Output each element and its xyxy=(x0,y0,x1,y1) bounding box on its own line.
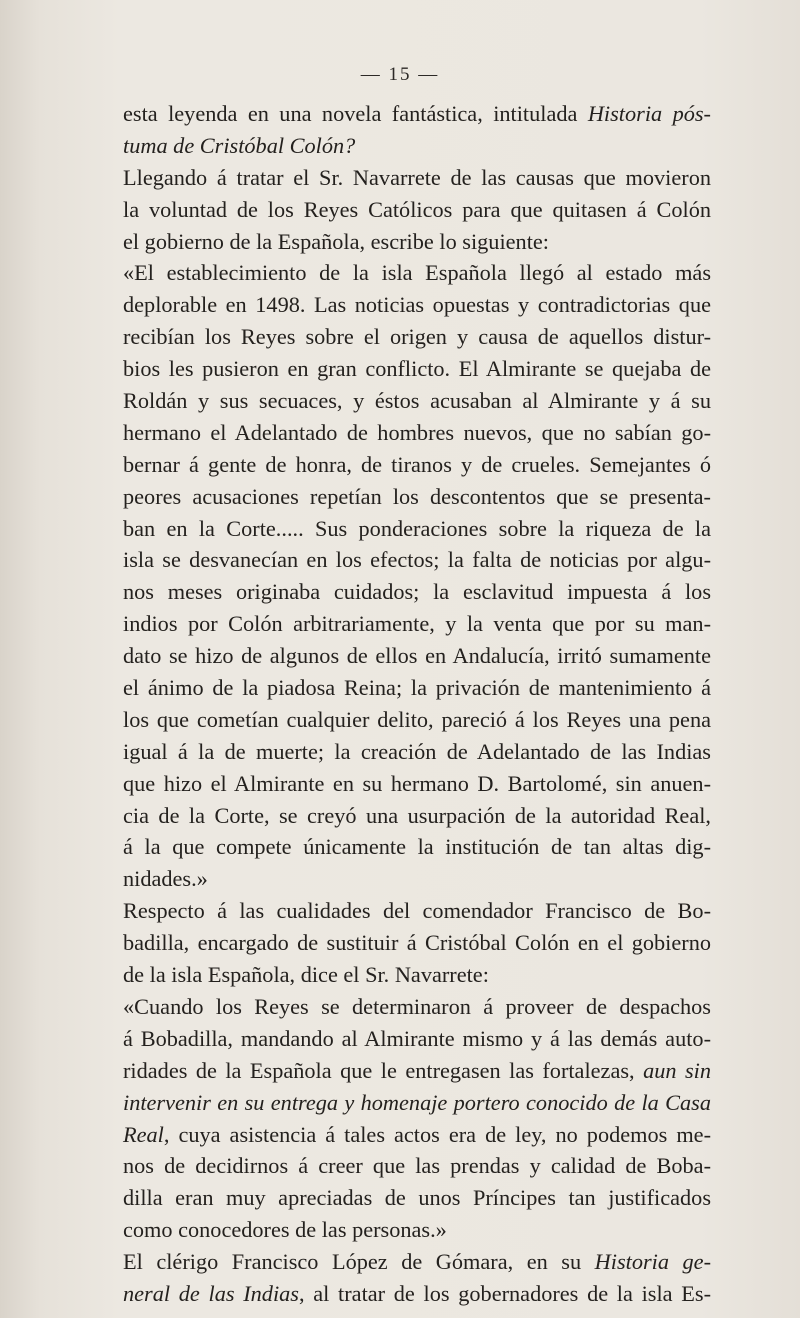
text-line xyxy=(123,481,711,513)
text-segment: ridades de la Española que le entregasen las fortalezas, xyxy=(123,1057,644,1083)
text-segment: á Bobadilla, mandando al Almirante mismo y á las demás auto- xyxy=(123,1025,711,1051)
italic-text: aun sin xyxy=(643,1057,711,1083)
text-segment: peores acusaciones repetían los descontentos que se presenta- xyxy=(123,483,711,509)
text-segment: Roldán y sus secuaces, y éstos acusaban al Almirante y á su xyxy=(123,388,711,414)
text-line xyxy=(123,162,711,194)
text-line xyxy=(123,672,711,704)
text-line xyxy=(123,1214,711,1246)
text-line xyxy=(123,130,711,162)
text-segment: el gobierno de la Española, escribe lo siguiente: xyxy=(123,228,549,254)
page-number: — 15 — xyxy=(360,64,440,85)
body-text xyxy=(123,98,711,1310)
text-segment: «El establecimiento de la isla Española llegó al estado más xyxy=(123,260,711,286)
text-segment: indios por Colón arbitrariamente, y la venta que por su man- xyxy=(123,611,711,637)
text-segment: de la isla Española, dice el Sr. Navarrete: xyxy=(123,962,489,988)
text-segment: nidades.» xyxy=(123,866,208,892)
text-segment: que hizo el Almirante en su hermano D. Bartolomé, sin anuen- xyxy=(123,770,711,796)
text-line xyxy=(123,1246,711,1278)
italic-text: Historia ge- xyxy=(594,1249,711,1275)
text-line xyxy=(123,608,711,640)
text-line xyxy=(123,927,711,959)
text-line xyxy=(123,417,711,449)
text-line xyxy=(123,226,711,258)
text-segment: dilla eran muy apreciadas de unos Príncipes tan justificados xyxy=(123,1185,711,1211)
text-segment: como conocedores de las personas.» xyxy=(123,1217,447,1243)
text-line xyxy=(123,1055,711,1087)
text-segment: deplorable en 1498. Las noticias opuestas y contradictorias que xyxy=(123,292,711,318)
text-segment: , cuya asistencia á tales actos era de ley, no podemos me- xyxy=(163,1121,711,1147)
text-line xyxy=(123,704,711,736)
text-line xyxy=(123,1087,711,1119)
text-segment: esta leyenda en una novela fantástica, intitulada xyxy=(123,101,588,126)
text-line xyxy=(123,257,711,289)
text-line xyxy=(123,800,711,832)
text-line xyxy=(123,513,711,545)
text-line xyxy=(123,289,711,321)
text-segment: El clérigo Francisco López de Gómara, en su xyxy=(123,1249,595,1275)
text-line xyxy=(123,895,711,927)
italic-text: intervenir en su entrega y homenaje portero conocido de la Casa xyxy=(123,1089,711,1115)
italic-text: Historia pós- xyxy=(587,101,711,126)
text-line xyxy=(123,353,711,385)
text-segment: «Cuando los Reyes se determinaron á proveer de despachos xyxy=(123,993,711,1019)
text-segment: dato se hizo de algunos de ellos en Andalucía, irritó sumamente xyxy=(123,643,711,669)
text-line xyxy=(123,640,711,672)
text-line xyxy=(123,385,711,417)
text-segment: ban en la Corte..... Sus ponderaciones sobre la riqueza de la xyxy=(123,515,711,541)
text-line xyxy=(123,321,711,353)
text-segment: bernar á gente de honra, de tiranos y de crueles. Semejantes ó xyxy=(123,451,711,477)
text-line xyxy=(123,544,711,576)
text-segment: recibían los Reyes sobre el origen y causa de aquellos distur- xyxy=(123,324,711,350)
italic-text: tuma de Cristóbal Colón? xyxy=(123,132,356,158)
text-line xyxy=(123,449,711,481)
text-segment: el ánimo de la piadosa Reina; la privación de mantenimiento á xyxy=(123,675,711,701)
text-line xyxy=(123,98,711,130)
text-line xyxy=(123,863,711,895)
text-segment: Llegando á tratar el Sr. Navarrete de las causas que movieron xyxy=(123,164,711,190)
text-segment: cia de la Corte, se creyó una usurpación de la autoridad Real, xyxy=(123,802,711,828)
text-segment: nos meses originaba cuidados; la esclavitud impuesta á los xyxy=(123,579,711,605)
text-line xyxy=(123,1023,711,1055)
text-line xyxy=(123,1278,711,1310)
text-segment: la voluntad de los Reyes Católicos para que quitasen á Colón xyxy=(123,196,711,222)
text-segment: á la que compete únicamente la institución de tan altas dig- xyxy=(123,834,711,860)
text-line xyxy=(123,576,711,608)
text-segment: badilla, encargado de sustituir á Cristóbal Colón en el gobierno xyxy=(123,930,711,956)
text-segment: Respecto á las cualidades del comendador Francisco de Bo- xyxy=(123,898,711,924)
text-line xyxy=(123,991,711,1023)
text-line xyxy=(123,1119,711,1151)
text-line xyxy=(123,1182,711,1214)
text-segment: igual á la de muerte; la creación de Adelantado de las Indias xyxy=(123,738,711,764)
text-segment: nos de decidirnos á creer que las prendas y calidad de Boba- xyxy=(123,1153,711,1179)
text-line xyxy=(123,1150,711,1182)
text-segment: los que cometían cualquier delito, pareció á los Reyes una pena xyxy=(123,706,711,732)
text-line xyxy=(123,736,711,768)
text-segment: bios les pusieron en gran conflicto. El Almirante se quejaba de xyxy=(123,356,711,382)
text-segment: isla se desvanecían en los efectos; la falta de noticias por algu- xyxy=(123,547,711,573)
italic-text: neral de las Indias xyxy=(123,1280,299,1306)
italic-text: Real xyxy=(123,1121,164,1147)
text-segment: hermano el Adelantado de hombres nuevos, que no sabían go- xyxy=(123,419,711,445)
text-line xyxy=(123,831,711,863)
text-line xyxy=(123,959,711,991)
text-segment: , al tratar de los gobernadores de la isla Es- xyxy=(298,1280,711,1306)
text-line xyxy=(123,194,711,226)
text-line xyxy=(123,768,711,800)
